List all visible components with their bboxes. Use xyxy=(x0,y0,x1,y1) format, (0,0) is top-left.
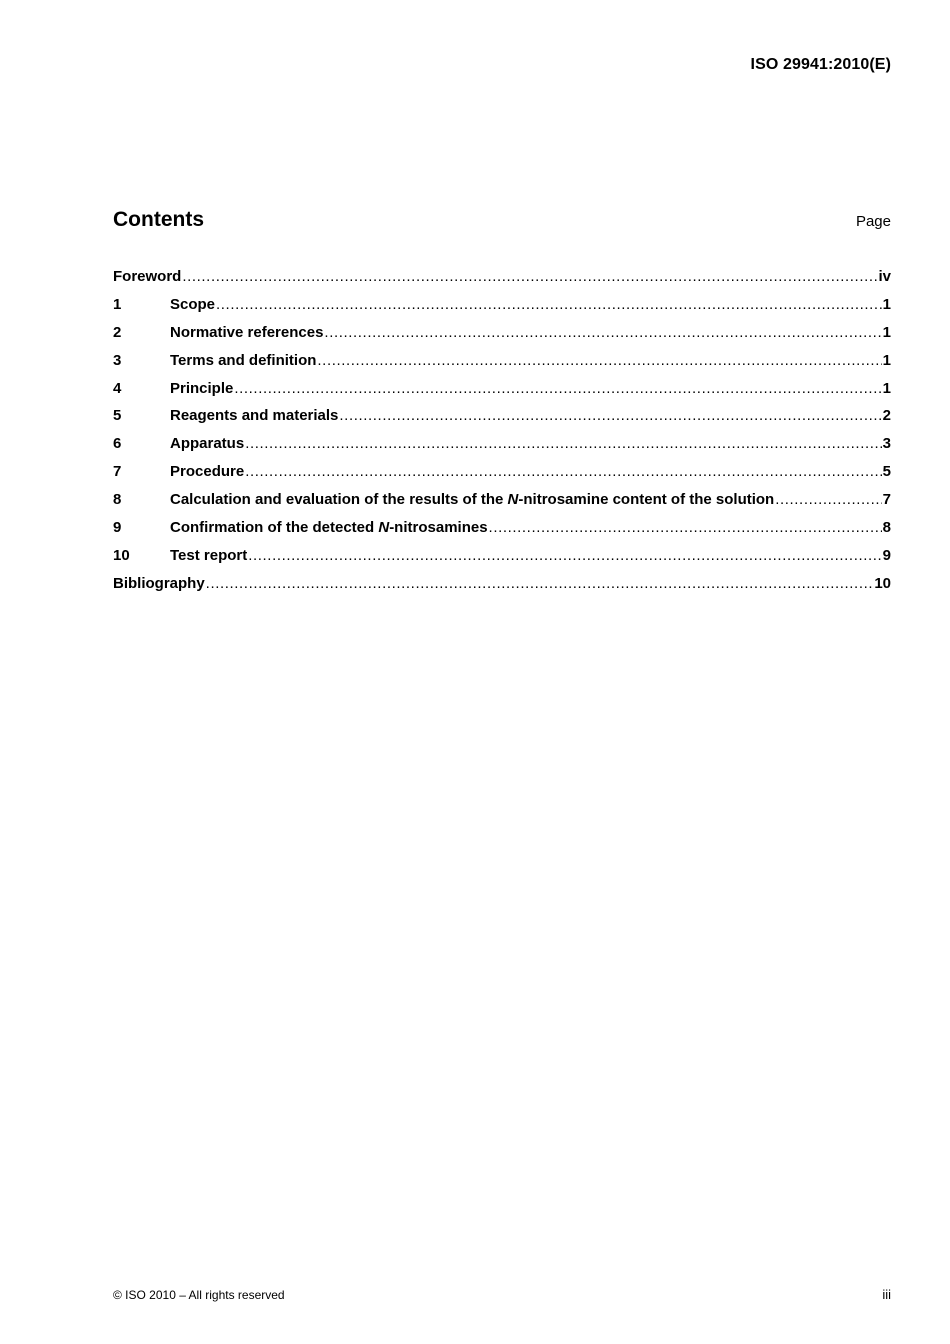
toc-entry-title: Scope xyxy=(170,295,216,313)
toc-leader-dots xyxy=(248,547,881,564)
toc-entry-number: 9 xyxy=(113,519,122,537)
toc-entry-title: Procedure xyxy=(170,463,245,481)
toc-entry-title: Normative references xyxy=(170,323,324,341)
toc-entry-page: 5 xyxy=(882,463,891,481)
toc-entry-number: 6 xyxy=(113,435,122,453)
toc-entry-title: Calculation and evaluation of the results of the N-nitrosamine content of the solution xyxy=(170,491,775,509)
toc-entry-page: 1 xyxy=(882,351,891,369)
toc-leader-dots xyxy=(206,575,874,592)
toc-entry-page: 7 xyxy=(882,491,891,509)
toc-leader-dots xyxy=(234,380,881,397)
toc-entry-page: 3 xyxy=(882,435,891,453)
toc-entry[interactable] xyxy=(113,575,891,603)
page-column-label: Page xyxy=(855,213,891,230)
toc-entry-page: 10 xyxy=(874,574,891,592)
toc-entry-title: Test report xyxy=(170,546,248,564)
document-code: ISO 29941:2010(E) xyxy=(750,56,891,73)
toc-entry[interactable] xyxy=(113,352,891,380)
toc-leader-dots xyxy=(775,491,881,508)
toc-entry[interactable] xyxy=(113,268,891,296)
toc-leader-dots xyxy=(182,268,877,285)
toc-leader-dots xyxy=(489,519,882,536)
toc-entry-page: 8 xyxy=(882,519,891,537)
toc-entry[interactable] xyxy=(113,463,891,491)
toc-entry-title: Confirmation of the detected N-nitrosamines xyxy=(170,519,488,537)
toc-leader-dots xyxy=(317,352,881,369)
toc-entry-number: 5 xyxy=(113,407,122,425)
toc-entry[interactable] xyxy=(113,407,891,435)
toc-entry-number: 3 xyxy=(113,351,122,369)
toc-entry-number: 10 xyxy=(113,546,130,564)
toc-entry[interactable] xyxy=(113,296,891,324)
toc-entry-page: 1 xyxy=(882,295,891,313)
toc-leader-dots xyxy=(245,463,881,480)
toc-leader-dots xyxy=(324,324,881,341)
toc-entry-title: Terms and definition xyxy=(170,351,317,369)
toc-leader-dots xyxy=(245,435,881,452)
toc-entry-number: 7 xyxy=(113,463,122,481)
toc-entry[interactable] xyxy=(113,519,891,547)
footer-page-number: iii xyxy=(882,1287,891,1302)
toc-entry-page: 1 xyxy=(882,323,891,341)
copyright-notice: © ISO 2010 – All rights reserved xyxy=(113,1288,285,1302)
toc-entry-page: 9 xyxy=(882,546,891,564)
toc-entry-title: Bibliography xyxy=(113,574,205,592)
toc-entry[interactable] xyxy=(113,491,891,519)
toc-entry-number: 4 xyxy=(113,379,122,397)
toc-entry-title: Reagents and materials xyxy=(170,407,339,425)
toc-entry-title: Foreword xyxy=(113,268,182,285)
toc-entry-title: Apparatus xyxy=(170,435,245,453)
toc-entry[interactable] xyxy=(113,547,891,575)
table-of-contents xyxy=(113,268,891,603)
contents-title: Contents xyxy=(113,208,204,231)
toc-entry-page: 2 xyxy=(882,407,891,425)
toc-entry-number: 1 xyxy=(113,295,122,313)
toc-entry[interactable] xyxy=(113,380,891,408)
toc-entry-page: iv xyxy=(878,268,891,285)
toc-entry-title: Principle xyxy=(170,379,234,397)
toc-entry[interactable] xyxy=(113,435,891,463)
toc-entry-page: 1 xyxy=(882,379,891,397)
toc-leader-dots xyxy=(339,407,881,424)
toc-entry[interactable] xyxy=(113,324,891,352)
contents-header xyxy=(113,208,891,232)
toc-leader-dots xyxy=(216,296,882,313)
toc-entry-number: 2 xyxy=(113,323,122,341)
toc-entry-number: 8 xyxy=(113,491,122,509)
